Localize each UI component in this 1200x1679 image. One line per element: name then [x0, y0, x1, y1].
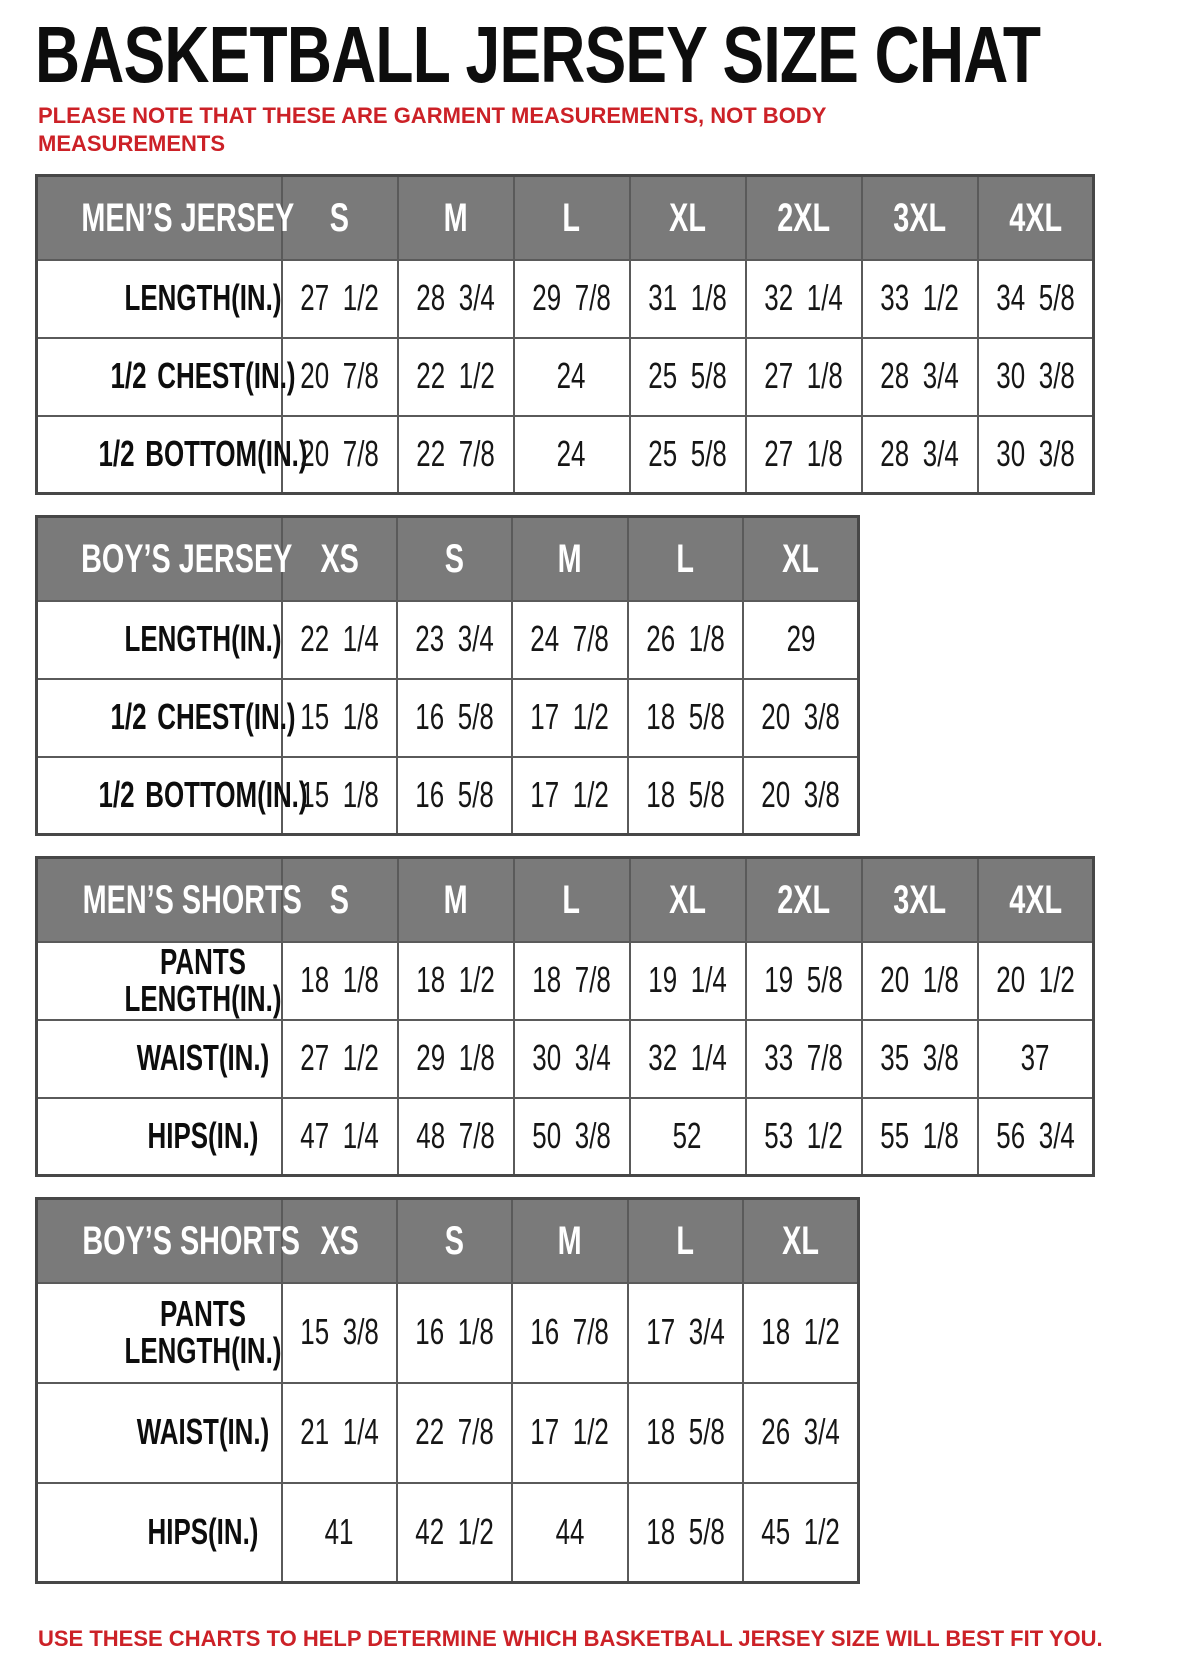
cell-text: 17 3/4: [646, 1311, 725, 1353]
value-cell: [746, 338, 862, 416]
value-cell: [746, 416, 862, 494]
cell-text: S: [444, 536, 465, 581]
cell-text: 30 3/4: [532, 1037, 611, 1079]
table-row: [37, 679, 859, 757]
row-label: [37, 1383, 282, 1483]
cell-text: 52: [673, 1115, 702, 1157]
value-cell: [746, 260, 862, 338]
cell-text: PANTS LENGTH(IN.): [124, 941, 282, 1019]
cell-text: 37: [1020, 1037, 1050, 1079]
cell-text: S: [444, 1218, 465, 1263]
value-cell: [978, 416, 1094, 494]
table-title: [37, 517, 293, 601]
value-cell: [397, 679, 512, 757]
cell-text: 20 1/8: [880, 959, 959, 1001]
cell-text: 16 1/8: [415, 1311, 494, 1353]
cell-text: 20 7/8: [300, 433, 379, 475]
page-footer: [35, 1626, 1200, 1652]
size-table-mens-shorts: [35, 856, 1095, 1177]
row-label: [37, 338, 296, 416]
row-label: [37, 1483, 282, 1583]
value-cell: [978, 1098, 1094, 1176]
value-cell: [512, 757, 627, 835]
cell-text: L: [562, 195, 581, 240]
value-cell: [514, 942, 630, 1020]
value-cell: [746, 942, 862, 1020]
size-table-boys-shorts: [35, 1197, 860, 1584]
size-table-mens-jersey: [35, 174, 1095, 495]
value-cell: [743, 601, 858, 679]
cell-text: 24: [557, 433, 586, 475]
table-row: [37, 1098, 1094, 1176]
row-label: [37, 679, 296, 757]
row-label: [37, 601, 282, 679]
value-cell: [628, 1283, 743, 1383]
cell-text: 1/2 BOTTOM(IN.): [98, 774, 308, 816]
value-cell: [862, 260, 978, 338]
cell-text: 17 1/2: [530, 1411, 610, 1453]
value-cell: [514, 416, 630, 494]
cell-text: 25 5/8: [648, 355, 727, 397]
size-header: [398, 176, 514, 260]
cell-text: 32 1/4: [764, 277, 843, 319]
cell-text: 22 1/2: [416, 355, 495, 397]
cell-text: 20 1/2: [995, 959, 1075, 1001]
value-cell: [398, 416, 514, 494]
cell-text: 56 3/4: [995, 1115, 1075, 1157]
cell-text: 19 5/8: [764, 959, 843, 1001]
value-cell: [397, 1483, 512, 1583]
value-cell: [978, 942, 1094, 1020]
cell-text: 48 7/8: [416, 1115, 495, 1157]
value-cell: [628, 679, 743, 757]
value-cell: [862, 1020, 978, 1098]
row-label: [37, 1020, 282, 1098]
page-header: [35, 10, 1200, 158]
cell-text: 47 1/4: [300, 1115, 379, 1157]
value-cell: [398, 1020, 514, 1098]
size-header: [514, 176, 630, 260]
table-row: [37, 338, 1094, 416]
cell-text: 18 1/8: [300, 959, 379, 1001]
row-label: [37, 757, 308, 835]
size-header: [512, 517, 627, 601]
cell-text: XL: [669, 877, 706, 922]
cell-text: 17 1/2: [530, 774, 610, 816]
cell-text: 24 7/8: [530, 618, 610, 660]
cell-text: XS: [319, 536, 359, 581]
header-row: [37, 858, 1094, 942]
cell-text: 16 5/8: [415, 774, 494, 816]
value-cell: [628, 601, 743, 679]
value-cell: [746, 1020, 862, 1098]
cell-text: 18 5/8: [646, 696, 725, 738]
cell-text: M: [443, 195, 468, 240]
cell-text: 3XL: [893, 195, 946, 240]
size-header: [743, 1199, 858, 1283]
cell-text: LENGTH(IN.): [124, 277, 282, 319]
value-cell: [743, 1383, 858, 1483]
value-cell: [514, 338, 630, 416]
cell-text: 3XL: [893, 877, 946, 922]
cell-text: 23 3/4: [415, 618, 494, 660]
value-cell: [630, 1098, 746, 1176]
cell-text: XL: [782, 1218, 819, 1263]
cell-text: 45 1/2: [761, 1511, 840, 1553]
cell-text: HIPS(IN.): [147, 1115, 259, 1157]
table-row: [37, 1020, 1094, 1098]
size-header: [978, 176, 1094, 260]
size-header: [628, 517, 743, 601]
header-row: [37, 176, 1094, 260]
cell-text: 28 3/4: [880, 355, 959, 397]
cell-text: 4XL: [1008, 877, 1062, 922]
cell-text: HIPS(IN.): [147, 1511, 259, 1553]
value-cell: [512, 1283, 627, 1383]
size-header: [630, 176, 746, 260]
row-label: [37, 1098, 282, 1176]
cell-text: 21 1/4: [299, 1411, 379, 1453]
cell-text: WAIST(IN.): [136, 1411, 270, 1453]
cell-text: WAIST(IN.): [136, 1037, 270, 1079]
cell-text: L: [562, 877, 581, 922]
value-cell: [398, 338, 514, 416]
cell-text: 29 1/8: [416, 1037, 495, 1079]
cell-text: 26 3/4: [761, 1411, 840, 1453]
table-row: [37, 1483, 859, 1583]
size-header: [628, 1199, 743, 1283]
value-cell: [978, 260, 1094, 338]
cell-text: L: [676, 536, 695, 581]
row-label: [37, 1283, 282, 1383]
table-title: [37, 858, 302, 942]
cell-text: 33 1/2: [880, 277, 959, 319]
cell-text: 26 1/8: [646, 618, 725, 660]
cell-text: 27 1/2: [300, 277, 379, 319]
cell-text: 20 3/8: [761, 696, 840, 738]
cell-text: 19 1/4: [648, 959, 727, 1001]
value-cell: [398, 942, 514, 1020]
cell-text: MEN’S SHORTS: [82, 877, 302, 922]
value-cell: [630, 942, 746, 1020]
value-cell: [397, 757, 512, 835]
cell-text: 15 1/8: [299, 696, 379, 738]
value-cell: [630, 416, 746, 494]
value-cell: [397, 1383, 512, 1483]
page-title: [35, 10, 1200, 99]
row-label: [37, 416, 308, 494]
table-row: [37, 1383, 859, 1483]
value-cell: [862, 942, 978, 1020]
cell-text: 28 3/4: [416, 277, 495, 319]
cell-text: 16 5/8: [415, 696, 494, 738]
footer-note: USE THESE CHARTS TO HELP DETERMINE WHICH BASKETBALL JERSEY SIZE WILL BEST FIT YOU.: [38, 1626, 1103, 1652]
cell-text: 27 1/2: [300, 1037, 379, 1079]
cell-text: 1/2 BOTTOM(IN.): [98, 433, 308, 475]
cell-text: 25 5/8: [648, 433, 727, 475]
cell-text: 42 1/2: [415, 1511, 494, 1553]
cell-text: 31 1/8: [648, 277, 727, 319]
cell-text: 50 3/8: [532, 1115, 611, 1157]
cell-text: 24: [557, 355, 586, 397]
value-cell: [514, 1020, 630, 1098]
cell-text: 27 1/8: [764, 355, 843, 397]
size-header: [746, 858, 862, 942]
cell-text: 18 1/2: [416, 959, 495, 1001]
cell-text: LENGTH(IN.): [124, 618, 282, 660]
page-title-text: BASKETBALL JERSEY SIZE CHAT: [35, 10, 1041, 99]
table-title: [37, 176, 295, 260]
value-cell: [514, 1098, 630, 1176]
table-row: [37, 416, 1094, 494]
cell-text: 15 3/8: [299, 1311, 379, 1353]
cell-text: 18 5/8: [646, 774, 725, 816]
cell-text: 20 3/8: [761, 774, 840, 816]
value-cell: [630, 1020, 746, 1098]
table-row: [37, 260, 1094, 338]
table-title: [37, 1199, 300, 1283]
cell-text: 1/2 CHEST(IN.): [110, 355, 296, 397]
cell-text: 18 5/8: [646, 1511, 725, 1553]
value-cell: [743, 757, 858, 835]
value-cell: [743, 1483, 858, 1583]
cell-text: S: [329, 877, 350, 922]
cell-text: 20 7/8: [300, 355, 379, 397]
value-cell: [862, 338, 978, 416]
cell-text: 2XL: [777, 877, 830, 922]
cell-text: PANTS LENGTH(IN.): [124, 1293, 282, 1371]
cell-text: 28 3/4: [880, 433, 959, 475]
size-header: [512, 1199, 627, 1283]
value-cell: [512, 679, 627, 757]
cell-text: 17 1/2: [530, 696, 610, 738]
table-row: [37, 1283, 859, 1383]
value-cell: [628, 757, 743, 835]
size-header: [978, 858, 1094, 942]
cell-text: 2XL: [777, 195, 830, 240]
value-cell: [862, 416, 978, 494]
value-cell: [512, 1483, 627, 1583]
cell-text: MEN’S JERSEY: [81, 195, 295, 240]
tables: [35, 174, 1200, 1584]
cell-text: 32 1/4: [648, 1037, 727, 1079]
value-cell: [398, 260, 514, 338]
cell-text: 16 7/8: [530, 1311, 610, 1353]
value-cell: [397, 1283, 512, 1383]
cell-text: 30 3/8: [995, 433, 1075, 475]
cell-text: 22 7/8: [416, 433, 495, 475]
table-row: [37, 942, 1094, 1020]
header-row: [37, 1199, 859, 1283]
cell-text: 22 7/8: [415, 1411, 494, 1453]
cell-text: 1/2 CHEST(IN.): [110, 696, 296, 738]
cell-text: M: [557, 536, 582, 581]
cell-text: 22 1/4: [299, 618, 379, 660]
cell-text: 44: [555, 1511, 585, 1553]
value-cell: [630, 338, 746, 416]
size-header: [862, 176, 978, 260]
cell-text: 30 3/8: [995, 355, 1075, 397]
cell-text: 53 1/2: [764, 1115, 843, 1157]
size-header: [514, 858, 630, 942]
size-header: [630, 858, 746, 942]
cell-text: 34 5/8: [995, 277, 1075, 319]
value-cell: [630, 260, 746, 338]
size-table-boys-jersey: [35, 515, 860, 836]
cell-text: BOY’S JERSEY: [81, 536, 293, 581]
cell-text: M: [443, 877, 468, 922]
cell-text: M: [557, 1218, 582, 1263]
cell-text: 33 7/8: [764, 1037, 843, 1079]
value-cell: [978, 1020, 1094, 1098]
value-cell: [512, 1383, 627, 1483]
size-header: [746, 176, 862, 260]
value-cell: [743, 1283, 858, 1383]
measurement-note: PLEASE NOTE THAT THESE ARE GARMENT MEASUREMENTS, NOT BODY MEASUREMENTS: [38, 103, 826, 157]
value-cell: [746, 1098, 862, 1176]
value-cell: [628, 1483, 743, 1583]
cell-text: BOY’S SHORTS: [82, 1218, 300, 1263]
cell-text: XS: [319, 1218, 359, 1263]
cell-text: 18 1/2: [761, 1311, 840, 1353]
size-header: [862, 858, 978, 942]
table-row: [37, 757, 859, 835]
row-label: [37, 260, 282, 338]
table-row: [37, 601, 859, 679]
cell-text: 29: [786, 618, 815, 660]
row-label: [37, 942, 282, 1020]
cell-text: 41: [324, 1511, 354, 1553]
cell-text: L: [676, 1218, 695, 1263]
size-header: [397, 517, 512, 601]
cell-text: 4XL: [1008, 195, 1062, 240]
size-header: [282, 517, 397, 601]
header-row: [37, 517, 859, 601]
size-header: [282, 176, 398, 260]
value-cell: [512, 601, 627, 679]
size-header: [398, 858, 514, 942]
value-cell: [628, 1383, 743, 1483]
cell-text: XL: [782, 536, 819, 581]
cell-text: 15 1/8: [299, 774, 379, 816]
cell-text: XL: [669, 195, 706, 240]
cell-text: 35 3/8: [880, 1037, 959, 1079]
value-cell: [862, 1098, 978, 1176]
size-header: [743, 517, 858, 601]
value-cell: [514, 260, 630, 338]
cell-text: 18 7/8: [532, 959, 611, 1001]
value-cell: [398, 1098, 514, 1176]
cell-text: 27 1/8: [764, 433, 843, 475]
cell-text: S: [329, 195, 350, 240]
cell-text: 55 1/8: [880, 1115, 959, 1157]
value-cell: [743, 679, 858, 757]
value-cell: [397, 601, 512, 679]
value-cell: [978, 338, 1094, 416]
cell-text: 29 7/8: [532, 277, 611, 319]
size-header: [397, 1199, 512, 1283]
cell-text: 18 5/8: [646, 1411, 725, 1453]
